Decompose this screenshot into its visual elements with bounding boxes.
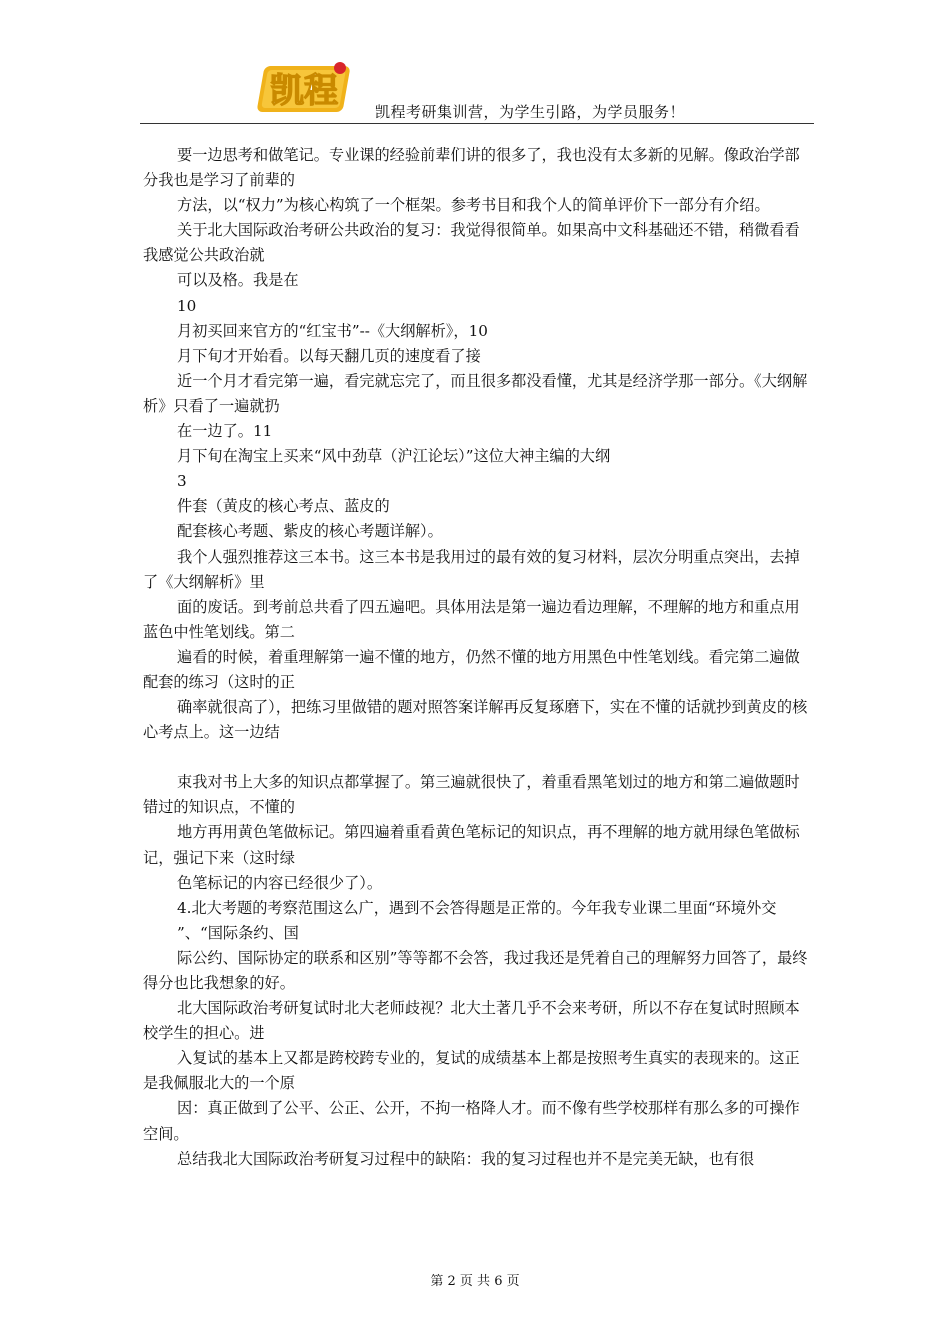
paragraph: 关于北大国际政治考研公共政治的复习：我觉得很简单。如果高中文科基础还不错，稍微看看我感觉公共政治就 xyxy=(143,221,800,265)
paragraph: 束我对书上大多的知识点都掌握了。第三遍就很快了，着重看黑笔划过的地方和第二遍做题时错过的知识点，不懂的 xyxy=(143,773,800,817)
paragraph: 面的废话。到考前总共看了四五遍吧。具体用法是第一遍边看边理解，不理解的地方和重点用蓝色中性笔划线。第二 xyxy=(143,597,800,641)
paragraph: 北大国际政治考研复试时北大老师歧视？北大土著几乎不会来考研，所以不存在复试时照顾本校学生的担心。进 xyxy=(143,999,800,1043)
paragraph: 我个人强烈推荐这三本书。这三本书是我用过的最有效的复习材料，层次分明重点突出，去掉了《大纲解析》里 xyxy=(143,547,800,591)
paragraph: 3 xyxy=(177,472,187,491)
paragraph: 月初买回来官方的“红宝书”--《大纲解析》，10 xyxy=(177,321,488,340)
paragraph: 因：真正做到了公平、公正、公开，不拘一格降人才。而不像有些学校那样有那么多的可操作空间。 xyxy=(143,1099,800,1143)
paragraph: ”、“国际条约、国 xyxy=(177,923,299,942)
paragraph: 方法，以“权力”为核心构筑了一个框架。参考书目和我个人的简单评价下一部分有介绍。 xyxy=(177,196,770,215)
paragraph: 遍看的时候，着重理解第一遍不懂的地方，仍然不懂的地方用黑色中性笔划线。看完第二遍做配套的练习（这时的正 xyxy=(143,647,800,691)
page-number: 第 2 页 共 6 页 xyxy=(430,1274,520,1289)
kaicheng-logo xyxy=(252,58,356,120)
paragraph: 要一边思考和做笔记。专业课的经验前辈们讲的很多了，我也没有太多新的见解。像政治学部分我也是学习了前辈的 xyxy=(143,146,800,190)
paragraph: 总结我北大国际政治考研复习过程中的缺陷：我的复习过程也并不是完美无缺，也有很 xyxy=(177,1149,755,1168)
header-divider xyxy=(140,123,814,124)
paragraph: 月下旬在淘宝上买来“风中劲草（沪江论坛）”这位大神主编的大纲 xyxy=(177,447,611,466)
paragraph: 月下旬才开始看。以每天翻几页的速度看了接 xyxy=(177,346,481,365)
header-slogan: 凯程考研集训营，为学生引路，为学员服务！ xyxy=(375,103,686,121)
paragraph: 际公约、国际协定的联系和区别”等等都不会答，我过我还是凭着自己的理解努力回答了，最终得分也比我想象的好。 xyxy=(143,948,808,992)
paragraph: 10 xyxy=(177,296,197,315)
paragraph: 确率就很高了），把练习里做错的题对照答案详解再反复琢磨下，实在不懂的话就抄到黄皮的核心考点上。这一边结 xyxy=(143,698,808,742)
paragraph: 在一边了。11 xyxy=(177,422,273,441)
paragraph: 地方再用黄色笔做标记。第四遍着重看黄色笔标记的知识点，再不理解的地方就用绿色笔做标记，强记下来（这时绿 xyxy=(143,823,800,867)
paragraph: 配套核心考题、紫皮的核心考题详解）。 xyxy=(177,522,443,541)
paragraph: 色笔标记的内容已经很少了）。 xyxy=(177,873,383,892)
svg-text:凯程: 凯程 xyxy=(270,71,338,111)
document-body xyxy=(143,143,811,1172)
paragraph: 可以及格。我是在 xyxy=(177,271,299,290)
page-header xyxy=(140,58,814,124)
paragraph: 近一个月才看完第一遍，看完就忘完了，而且很多都没看懂，尤其是经济学那一部分。《大纲解析》只看了一遍就扔 xyxy=(143,371,808,415)
paragraph: 4.北大考题的考察范围这么广，遇到不会答得题是正常的。今年我专业课二里面“环境外交 xyxy=(177,898,777,917)
paragraph xyxy=(143,745,811,770)
paragraph: 入复试的基本上又都是跨校跨专业的，复试的成绩基本上都是按照考生真实的表现来的。这正是我佩服北大的一个原 xyxy=(143,1049,800,1093)
paragraph: 件套（黄皮的核心考点、蓝皮的 xyxy=(177,497,390,516)
